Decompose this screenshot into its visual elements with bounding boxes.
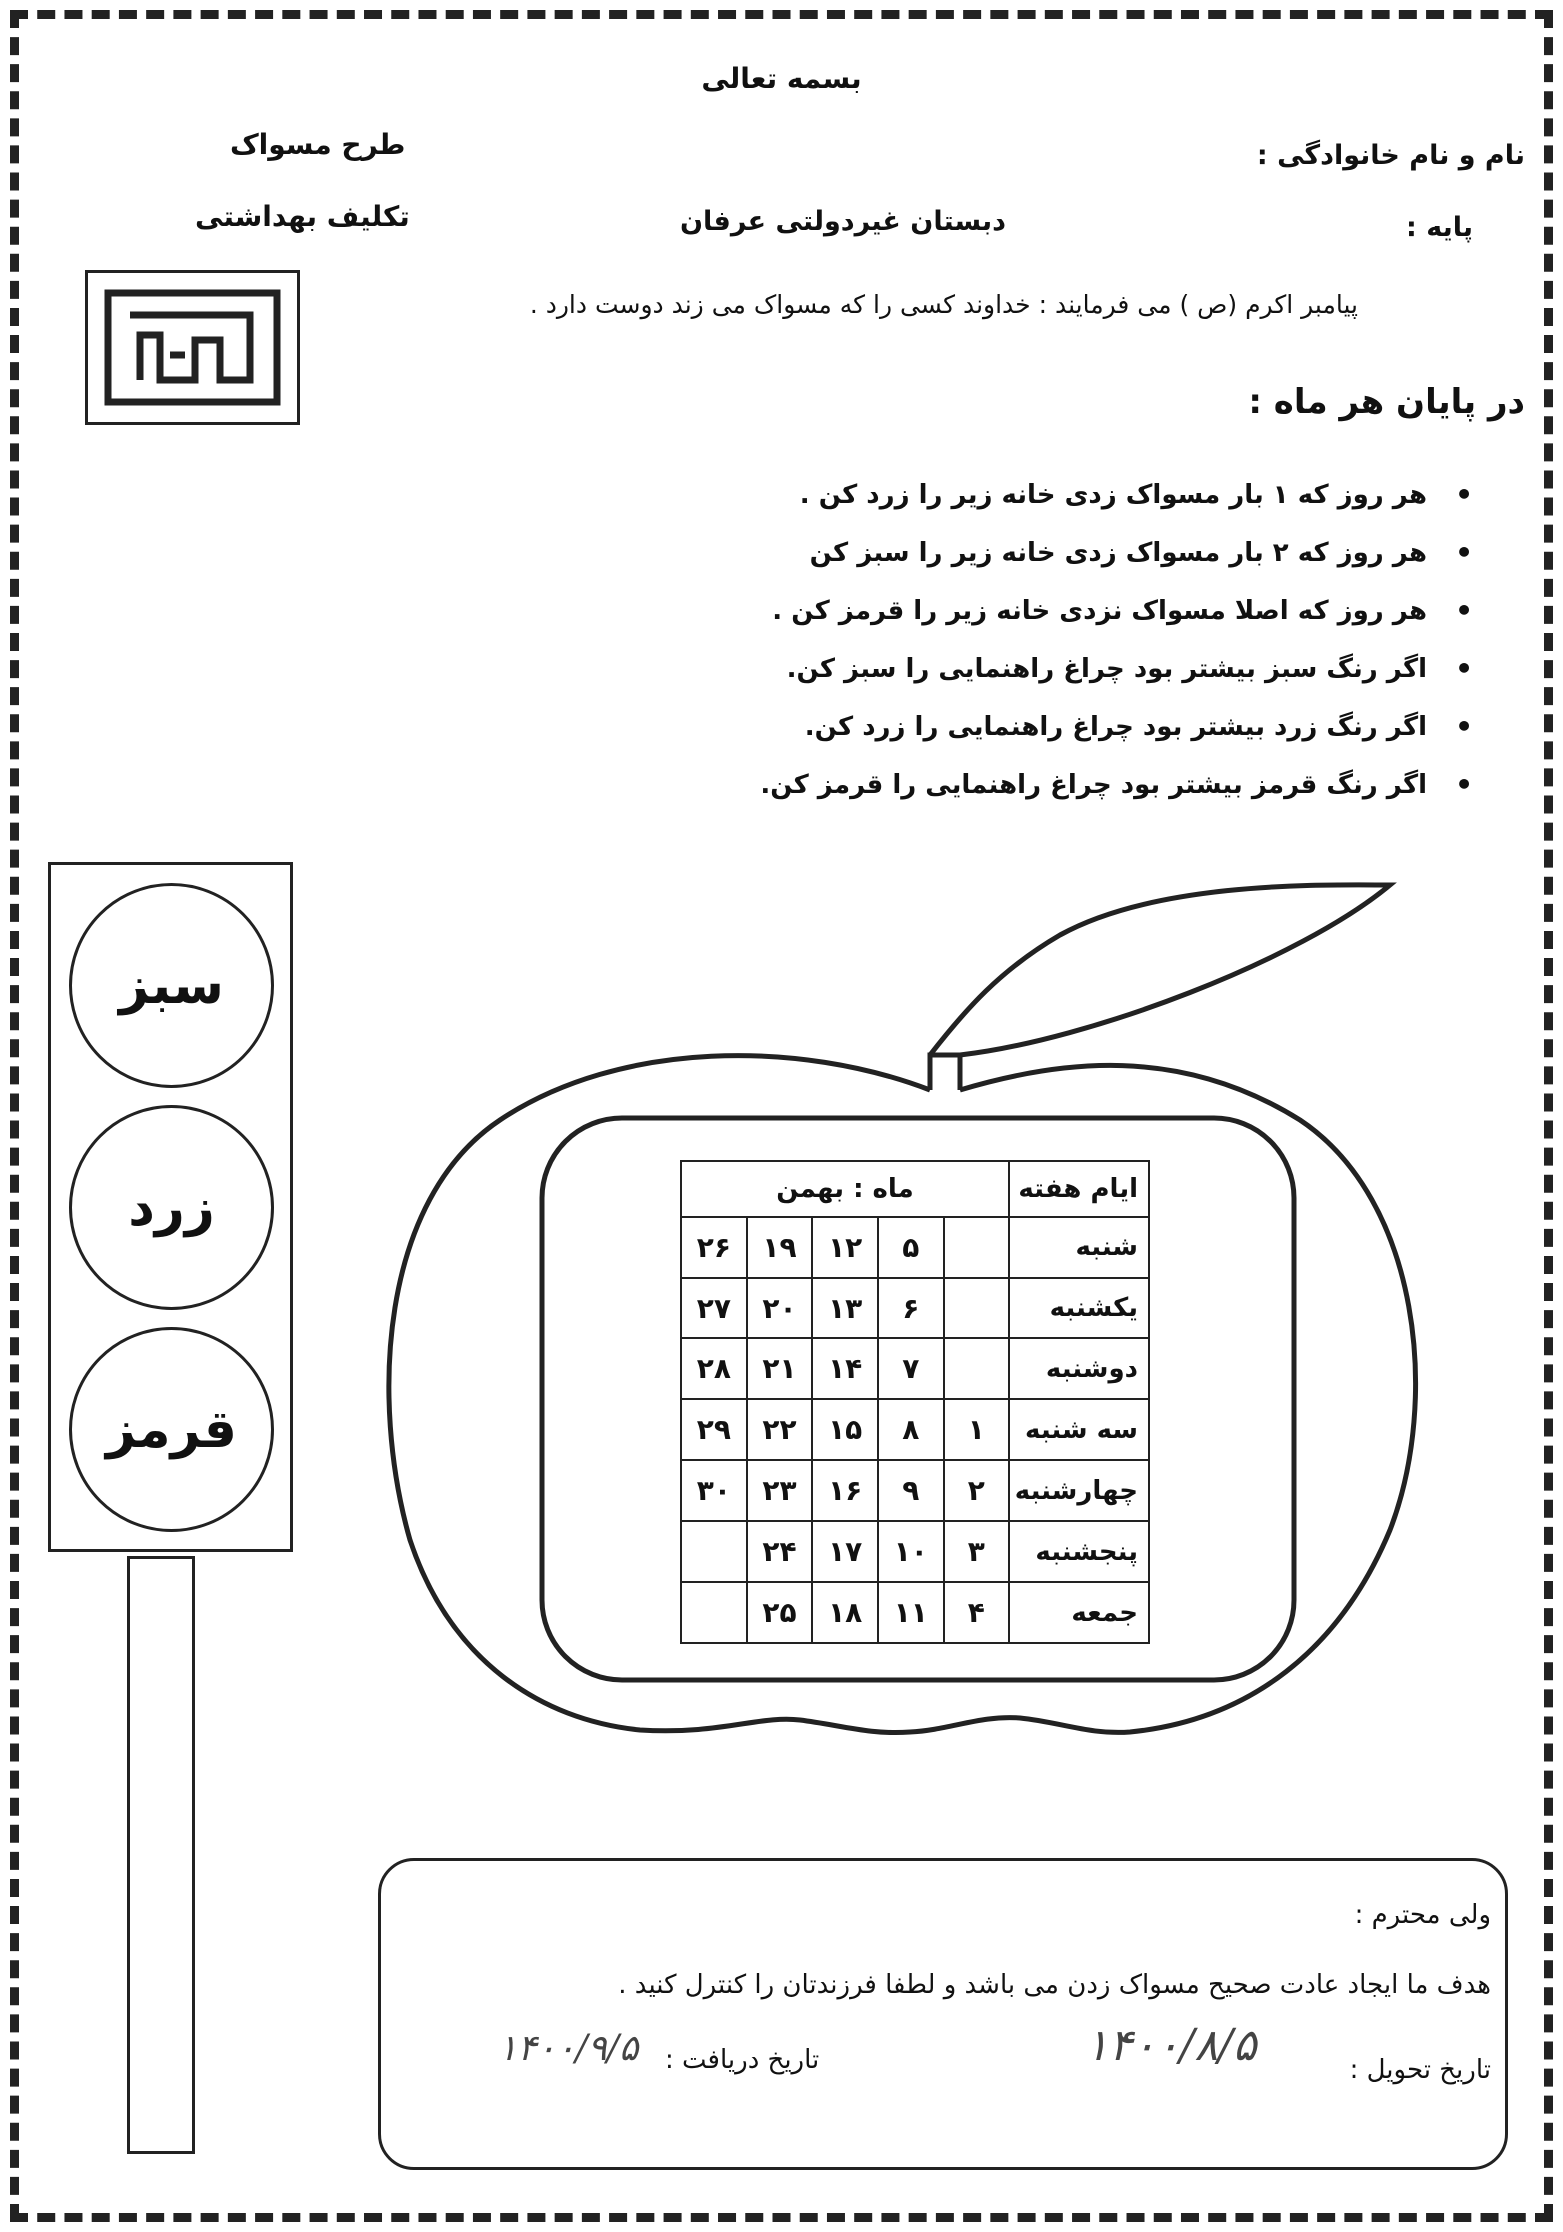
date-cell[interactable]: ۱۵ xyxy=(812,1399,878,1460)
grade-field-label: پایه : xyxy=(1406,212,1473,243)
date-cell[interactable]: ۱ xyxy=(944,1399,1009,1460)
hadith-quote: پیامبر اکرم (ص ) می فرمایند : خداوند کسی را که مسواک می زند دوست دارد . xyxy=(529,290,1358,319)
date-cell[interactable]: ۲۵ xyxy=(747,1582,813,1643)
table-row xyxy=(681,1161,1149,1217)
day-name-cell: سه شنبه xyxy=(1009,1399,1149,1460)
date-cell[interactable] xyxy=(681,1582,747,1643)
day-name-cell: چهارشنبه xyxy=(1009,1460,1149,1521)
green-light-label: سبز xyxy=(119,955,224,1016)
days-header-cell: ایام هفته xyxy=(1009,1161,1149,1217)
table-row xyxy=(681,1338,1149,1399)
date-cell[interactable]: ۱۷ xyxy=(812,1521,878,1582)
instructions-title: در پایان هر ماه : xyxy=(1248,382,1525,422)
date-cell[interactable] xyxy=(681,1521,747,1582)
date-cell[interactable]: ۱۴ xyxy=(812,1338,878,1399)
date-cell[interactable]: ۸ xyxy=(878,1399,944,1460)
date-cell[interactable]: ۲۰ xyxy=(747,1278,813,1339)
date-cell[interactable]: ۲۸ xyxy=(681,1338,747,1399)
day-name-cell: یکشنبه xyxy=(1009,1278,1149,1339)
list-item: • هر روز که ۲ بار مسواک زدی خانه زیر را سبز کن xyxy=(573,528,1473,586)
day-name-cell: شنبه xyxy=(1009,1217,1149,1278)
brushing-calendar-table xyxy=(680,1160,1150,1644)
date-cell[interactable]: ۱۰ xyxy=(878,1521,944,1582)
list-item: • اگر رنگ زرد بیشتر بود چراغ راهنمایی را زرد کن. xyxy=(573,702,1473,760)
month-name: بهمن xyxy=(776,1173,845,1204)
delivery-date-label: تاریخ تحویل : xyxy=(1349,2055,1491,2085)
date-cell[interactable]: ۵ xyxy=(878,1217,944,1278)
date-cell[interactable]: ۶ xyxy=(878,1278,944,1339)
homework-title: تکلیف بهداشتی xyxy=(195,200,410,233)
date-cell[interactable]: ۳ xyxy=(944,1521,1009,1582)
date-cell[interactable]: ۹ xyxy=(878,1460,944,1521)
delivery-date-handwritten[interactable]: ۱۴۰۰/۸/۵ xyxy=(1085,2020,1257,2071)
bismillah-heading: بسمه تعالی xyxy=(701,62,862,95)
date-cell[interactable]: ۲ xyxy=(944,1460,1009,1521)
date-cell[interactable] xyxy=(944,1217,1009,1278)
list-item: • هر روز که ۱ بار مسواک زدی خانه زیر را زرد کن . xyxy=(573,470,1473,528)
day-name-cell: پنجشنبه xyxy=(1009,1521,1149,1582)
date-cell[interactable]: ۱۲ xyxy=(812,1217,878,1278)
date-cell[interactable]: ۲۷ xyxy=(681,1278,747,1339)
receive-date-handwritten[interactable]: ۱۴۰۰/۹/۵ xyxy=(498,2028,639,2069)
receive-date-label: تاریخ دریافت : xyxy=(665,2045,820,2075)
table-row xyxy=(681,1521,1149,1582)
day-name-cell: جمعه xyxy=(1009,1582,1149,1643)
plan-title: طرح مسواک xyxy=(230,128,406,161)
school-name: دبستان غیردولتی عرفان xyxy=(680,206,1006,237)
parent-note-box xyxy=(378,1858,1508,2170)
list-item: • اگر رنگ سبز بیشتر بود چراغ راهنمایی را سبز کن. xyxy=(573,644,1473,702)
month-label: ماه : xyxy=(853,1173,914,1204)
date-cell[interactable]: ۷ xyxy=(878,1338,944,1399)
list-item: • هر روز که اصلا مسواک نزدی خانه زیر را قرمز کن . xyxy=(573,586,1473,644)
date-cell[interactable]: ۲۴ xyxy=(747,1521,813,1582)
date-cell[interactable]: ۱۸ xyxy=(812,1582,878,1643)
date-cell[interactable]: ۳۰ xyxy=(681,1460,747,1521)
date-cell[interactable]: ۲۹ xyxy=(681,1399,747,1460)
table-row xyxy=(681,1460,1149,1521)
date-cell[interactable]: ۱۶ xyxy=(812,1460,878,1521)
red-light-label: قرمز xyxy=(106,1399,237,1460)
list-item: • اگر رنگ قرمز بیشتر بود چراغ راهنمایی را قرمز کن. xyxy=(573,760,1473,818)
day-name-cell: دوشنبه xyxy=(1009,1338,1149,1399)
date-cell[interactable] xyxy=(944,1338,1009,1399)
date-cell[interactable]: ۲۲ xyxy=(747,1399,813,1460)
date-cell[interactable]: ۴ xyxy=(944,1582,1009,1643)
table-row xyxy=(681,1399,1149,1460)
date-cell[interactable] xyxy=(944,1278,1009,1339)
table-row xyxy=(681,1278,1149,1339)
month-header-cell xyxy=(681,1161,1009,1217)
note-greeting: ولی محترم : xyxy=(1354,1900,1491,1930)
date-cell[interactable]: ۲۶ xyxy=(681,1217,747,1278)
date-cell[interactable]: ۱۱ xyxy=(878,1582,944,1643)
date-cell[interactable]: ۱۳ xyxy=(812,1278,878,1339)
date-cell[interactable]: ۲۳ xyxy=(747,1460,813,1521)
table-row xyxy=(681,1217,1149,1278)
yellow-light-label: زرد xyxy=(128,1177,215,1238)
note-body: هدف ما ایجاد عادت صحیح مسواک زدن می باشد و لطفا فرزندتان را کنترل کنید . xyxy=(618,1970,1491,2000)
date-cell[interactable]: ۲۱ xyxy=(747,1338,813,1399)
name-field-label: نام و نام خانوادگی : xyxy=(1256,140,1525,171)
date-cell[interactable]: ۱۹ xyxy=(747,1217,813,1278)
table-row xyxy=(681,1582,1149,1643)
